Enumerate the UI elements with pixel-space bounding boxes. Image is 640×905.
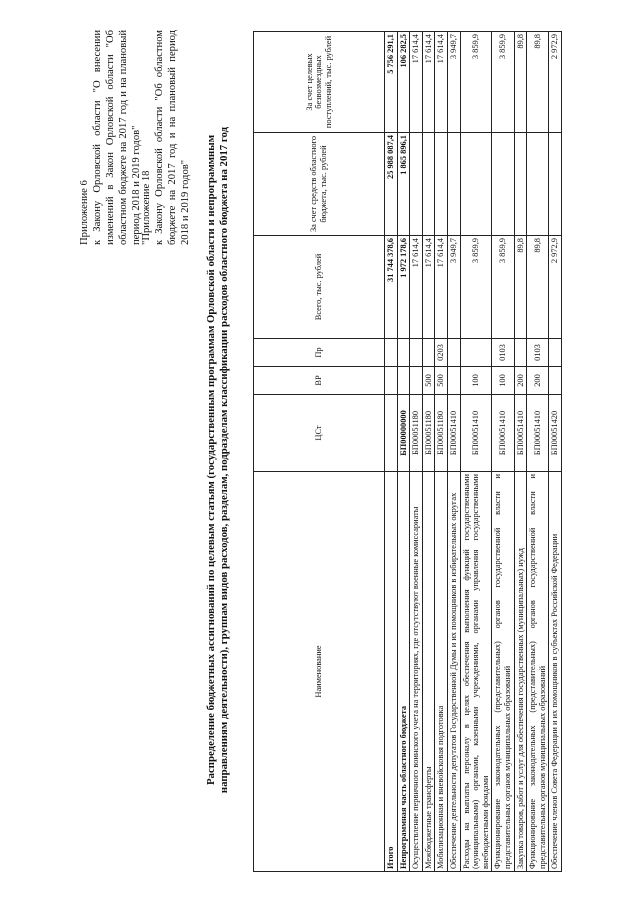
table-cell-total: 3 859,9	[492, 236, 514, 339]
table-row	[460, 32, 492, 872]
table-cell-cst: БП00051410	[514, 395, 527, 472]
table-cell-pr	[514, 339, 527, 367]
table-cell-cst: БП00051180	[410, 395, 423, 472]
table-cell-pr: 0103	[527, 339, 549, 367]
table-cell-name: Функционирование законодательных (представительных) органов государственной власти и представительных органов муниципальных образований	[492, 472, 514, 872]
table-cell-vr	[410, 367, 423, 395]
table-cell-cst: БП00051180	[435, 395, 448, 472]
table-cell-gratuitous: 3 859,9	[460, 32, 492, 133]
document-title: Распределение бюджетных ассигнований по целевым статьям (государственным программам Орловской области и непрограммным направлениям деятельности), группам видов расходов, разделам, подразделам классификации расходов областного бюджета на 2017 год	[205, 126, 230, 794]
table-cell-gratuitous: 106 282,5	[397, 32, 410, 133]
table-cell-gratuitous: 89,8	[514, 32, 527, 133]
table-cell-total: 1 972 178,6	[397, 236, 410, 339]
table-cell-vr: 200	[514, 367, 527, 395]
table-cell-name: Обеспечение членов Совета Федерации и их помощников в субъектах Российской Федерации	[549, 472, 562, 872]
table-row	[385, 32, 398, 872]
table-cell-cst: БП00000000	[397, 395, 410, 472]
table-cell-pr	[410, 339, 423, 367]
table-cell-regional	[410, 133, 423, 236]
table-cell-cst: БП00051420	[549, 395, 562, 472]
table-cell-gratuitous: 89,8	[527, 32, 549, 133]
table-cell-cst: БП00051410	[527, 395, 549, 472]
table-cell-cst: БП00051410	[447, 395, 460, 472]
table-cell-name: Расходы на выплаты персоналу в целях обеспечения выполнения функций государственными (муниципальными) органами, казенными учреждениями, органами управления государственными внебюджетными фондами	[460, 472, 492, 872]
header-gratuitous: За счет целевых безвозмездных поступлений, тыс. рублей	[254, 32, 385, 133]
table-cell-pr	[397, 339, 410, 367]
table-row	[422, 32, 435, 872]
table-row	[410, 32, 423, 872]
table-cell-name: Итого	[385, 472, 398, 872]
table-cell-pr: 0203	[435, 339, 448, 367]
table-cell-total: 89,8	[514, 236, 527, 339]
table-cell-pr	[422, 339, 435, 367]
table-cell-gratuitous: 3 859,9	[492, 32, 514, 133]
table-row	[492, 32, 514, 872]
table-cell-cst: БП00051410	[492, 395, 514, 472]
table-cell-vr	[397, 367, 410, 395]
table-cell-regional	[549, 133, 562, 236]
table-cell-name: Функционирование законодательных (представительных) органов государственной власти и представительных органов муниципальных образований	[527, 472, 549, 872]
table-cell-total: 89,8	[527, 236, 549, 339]
table-cell-pr: 0103	[492, 339, 514, 367]
table-cell-regional: 1 865 896,1	[397, 133, 410, 236]
table-cell-regional	[460, 133, 492, 236]
table-cell-total: 17 614,4	[410, 236, 423, 339]
table-cell-pr	[385, 339, 398, 367]
appendix-6-header	[78, 30, 143, 245]
table-cell-name: Обеспечение деятельности депутатов Государственной Думы и их помощников в избирательных округах	[447, 472, 460, 872]
table-cell-regional	[492, 133, 514, 236]
table-cell-gratuitous: 17 614,4	[410, 32, 423, 133]
appendix-18-title: "Приложение 18	[141, 170, 152, 245]
table-cell-gratuitous: 3 949,7	[447, 32, 460, 133]
budget-table	[253, 31, 562, 872]
table-row	[435, 32, 448, 872]
table-cell-cst	[385, 395, 398, 472]
table-cell-vr: 100	[492, 367, 514, 395]
table-cell-total: 3 859,9	[460, 236, 492, 339]
table-row	[514, 32, 527, 872]
table-cell-name: Межбюджетные трансферты	[422, 472, 435, 872]
table-cell-cst: БП00051180	[422, 395, 435, 472]
table-cell-pr	[549, 339, 562, 367]
table-row	[397, 32, 410, 872]
table-cell-vr	[447, 367, 460, 395]
table-row	[447, 32, 460, 872]
table-cell-regional	[527, 133, 549, 236]
appendix-6-title: Приложение 6	[79, 180, 90, 245]
table-cell-vr: 500	[435, 367, 448, 395]
table-cell-vr	[385, 367, 398, 395]
header-vr: ВР	[254, 367, 385, 395]
table-cell-total: 2 972,9	[549, 236, 562, 339]
table-cell-vr	[549, 367, 562, 395]
table-cell-total: 31 744 378,6	[385, 236, 398, 339]
header-total: Всего, тыс. рублей	[254, 236, 385, 339]
table-cell-regional	[422, 133, 435, 236]
table-cell-vr: 500	[422, 367, 435, 395]
table-cell-total: 17 614,4	[435, 236, 448, 339]
table-cell-vr: 100	[460, 367, 492, 395]
table-row	[549, 32, 562, 872]
table-cell-name: Мобилизационная и вневойсковая подготовка	[435, 472, 448, 872]
table-row	[527, 32, 549, 872]
table-cell-pr	[460, 339, 492, 367]
table-cell-gratuitous: 17 614,4	[435, 32, 448, 133]
table-cell-name: Осуществление первичного воинского учета на территориях, где отсутствуют военные комиссариаты	[410, 472, 423, 872]
table-header-row	[254, 32, 385, 872]
appendix-18-text: к Закону Орловской области "Об областном бюджете на 2017 год и на плановый период 2018 и 2019 годов"	[154, 30, 191, 245]
table-cell-gratuitous: 5 756 291,1	[385, 32, 398, 133]
appendix-18-header	[140, 30, 192, 245]
table-cell-regional	[435, 133, 448, 236]
table-cell-regional	[447, 133, 460, 236]
header-name: Наименование	[254, 472, 385, 872]
table-cell-regional: 25 988 087,4	[385, 133, 398, 236]
table-cell-pr	[447, 339, 460, 367]
appendix-6-text: к Закону Орловской области "О внесении изменений в Закон Орловской области "Об областном бюджете на 2017 год и на плановый период 2018 и 2019 годов"	[92, 30, 142, 245]
table-cell-name: Закупка товаров, работ и услуг для обеспечения государственных (муниципальных) нужд	[514, 472, 527, 872]
table-cell-regional	[514, 133, 527, 236]
table-cell-cst: БП00051410	[460, 395, 492, 472]
table-cell-total: 3 949,7	[447, 236, 460, 339]
header-pr: Пр	[254, 339, 385, 367]
table-cell-gratuitous: 2 972,9	[549, 32, 562, 133]
table-cell-vr: 200	[527, 367, 549, 395]
header-regional: За счет средств областного бюджета, тыс. рублей	[254, 133, 385, 236]
table-cell-name: Непрограммная часть областного бюджета	[397, 472, 410, 872]
table-cell-gratuitous: 17 614,4	[422, 32, 435, 133]
table-cell-total: 17 614,4	[422, 236, 435, 339]
header-cst: ЦСт	[254, 395, 385, 472]
